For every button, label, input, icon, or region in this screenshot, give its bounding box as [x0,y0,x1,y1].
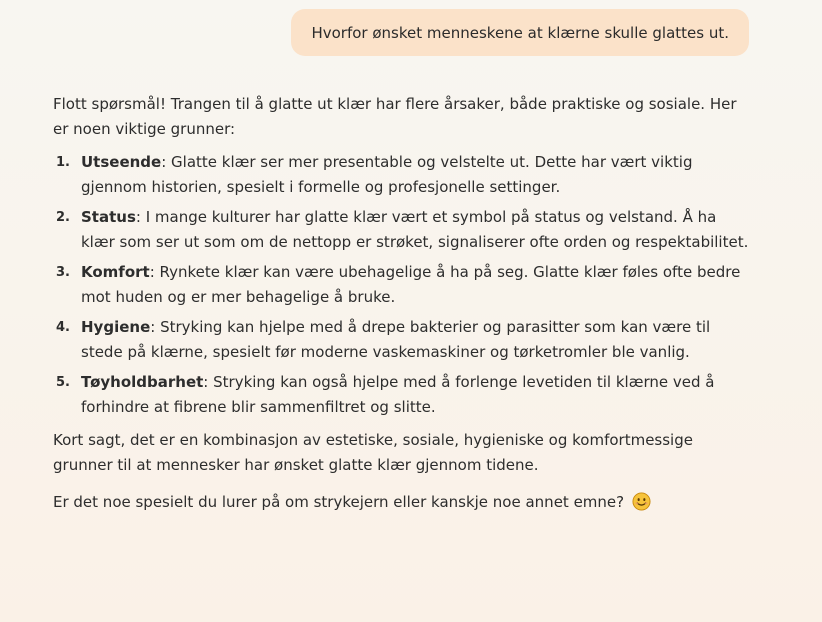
list-item-text: : Stryking kan også hjelpe med å forlenge levetiden til klærne ved å forhindre at fibrene blir sammenfiltret og slitte. [81,373,715,416]
list-item-text: : I mange kulturer har glatte klær vært et symbol på status og velstand. Å ha klær som ser ut som om de nettopp er strøket, signaliserer ofte orden og respektabilitet. [81,208,749,251]
reasons-list [53,150,753,420]
list-item-number: 4. [56,320,70,335]
list-item-number: 3. [56,265,70,280]
list-item-number: 2. [56,210,70,225]
list-item-text: : Rynkete klær kan være ubehagelige å ha på seg. Glatte klær føles ofte bedre mot huden og er mer behagelige å bruke. [81,263,741,306]
list-item [53,370,753,420]
reply-intro: Flott spørsmål! Trangen til å glatte ut klær har flere årsaker, både praktiske og sosiale. Her er noen viktige grunner: [53,95,737,138]
list-item-term: Status [81,208,136,226]
smiling-face-icon [632,492,651,511]
assistant-reply [53,92,753,515]
user-message-bubble [291,9,749,56]
reply-closing [53,490,753,515]
list-item-number: 5. [56,375,70,390]
list-item-text: : Glatte klær ser mer presentable og velstelte ut. Dette har vært viktig gjennom historien, spesielt i formelle og profesjonelle settinger. [81,153,693,196]
list-item-term: Utseende [81,153,162,171]
list-item [53,260,753,310]
reply-summary: Kort sagt, det er en kombinasjon av estetiske, sosiale, hygieniske og komfortmessige grunner til at mennesker har ønsket glatte klær gjennom tidene. [53,431,693,474]
list-item-term: Komfort [81,263,150,281]
list-item [53,205,753,255]
list-item-number: 1. [56,155,70,170]
list-item-term: Tøyholdbarhet [81,373,204,391]
list-item-text: : Stryking kan hjelpe med å drepe bakterier og parasitter som kan være til stede på klærne, spesielt før moderne vaskemaskiner og tørketromler ble vanlig. [81,318,711,361]
list-item [53,150,753,200]
list-item-term: Hygiene [81,318,151,336]
reply-closing-text: Er det noe spesielt du lurer på om strykejern eller kanskje noe annet emne? [53,493,625,511]
list-item [53,315,753,365]
user-message-text: Hvorfor ønsket menneskene at klærne skulle glattes ut. [311,24,729,42]
